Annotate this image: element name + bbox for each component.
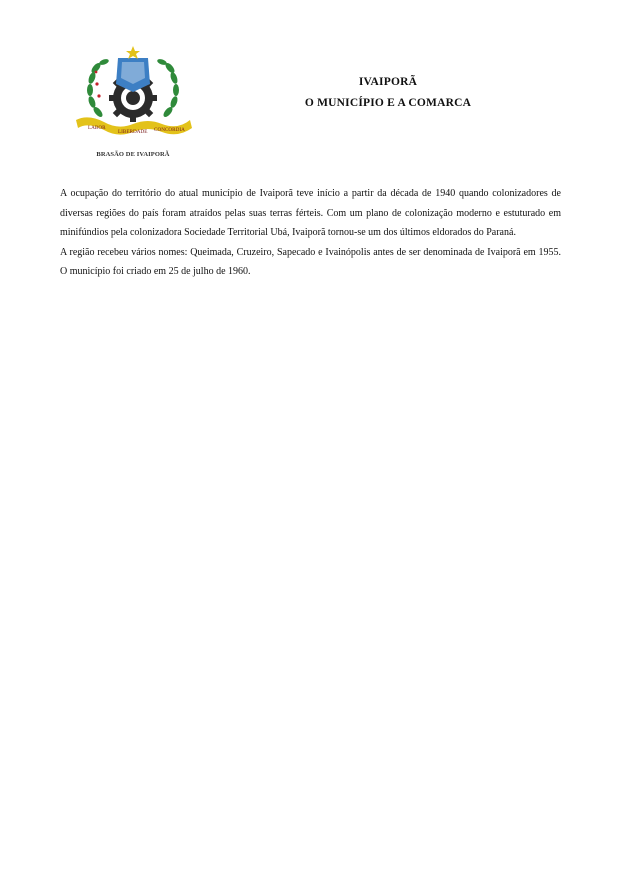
coat-of-arms-image: [68, 40, 198, 140]
coffee-branch-icon: [87, 58, 110, 119]
paragraph: A ocupação do território do atual município de Ivaiporã teve início a partir da década de 1940 quando colonizadores de diversas regiões do país foram atraídos pelas suas terras férteis. Com um plano de colonização moderno e estuturado em minifúndios pela colonizadora Sociedade Territorial Ubá, Ivaiporã tornou-se um dos últimos eldorados do Paraná.: [60, 188, 561, 239]
municipal-coat-of-arms: [68, 40, 198, 140]
ribbon-word-labor: LABOR: [88, 125, 106, 131]
star-icon: [126, 46, 140, 59]
ribbon-word-concordia: CONCORDIA: [154, 127, 185, 133]
paragraph: A região recebeu vários nomes: Queimada, Cruzeiro, Sapecado e Ivainópolis antes de ser denominada de Ivaiporã em 1955. O município foi criado em 25 de julho de 1960.: [60, 246, 561, 278]
page-subtitle: O MUNICÍPIO E A COMARCA: [304, 97, 472, 109]
page-title: IVAIPORÃ: [358, 76, 418, 88]
document-heading: [280, 72, 496, 114]
wheat-branch-icon: [156, 58, 179, 119]
document-body: [60, 184, 561, 282]
coat-of-arms-caption: BRASÃO DE IVAIPORÃ: [96, 151, 170, 158]
ribbon-word-liberdade: LIBERDADE: [118, 129, 148, 135]
